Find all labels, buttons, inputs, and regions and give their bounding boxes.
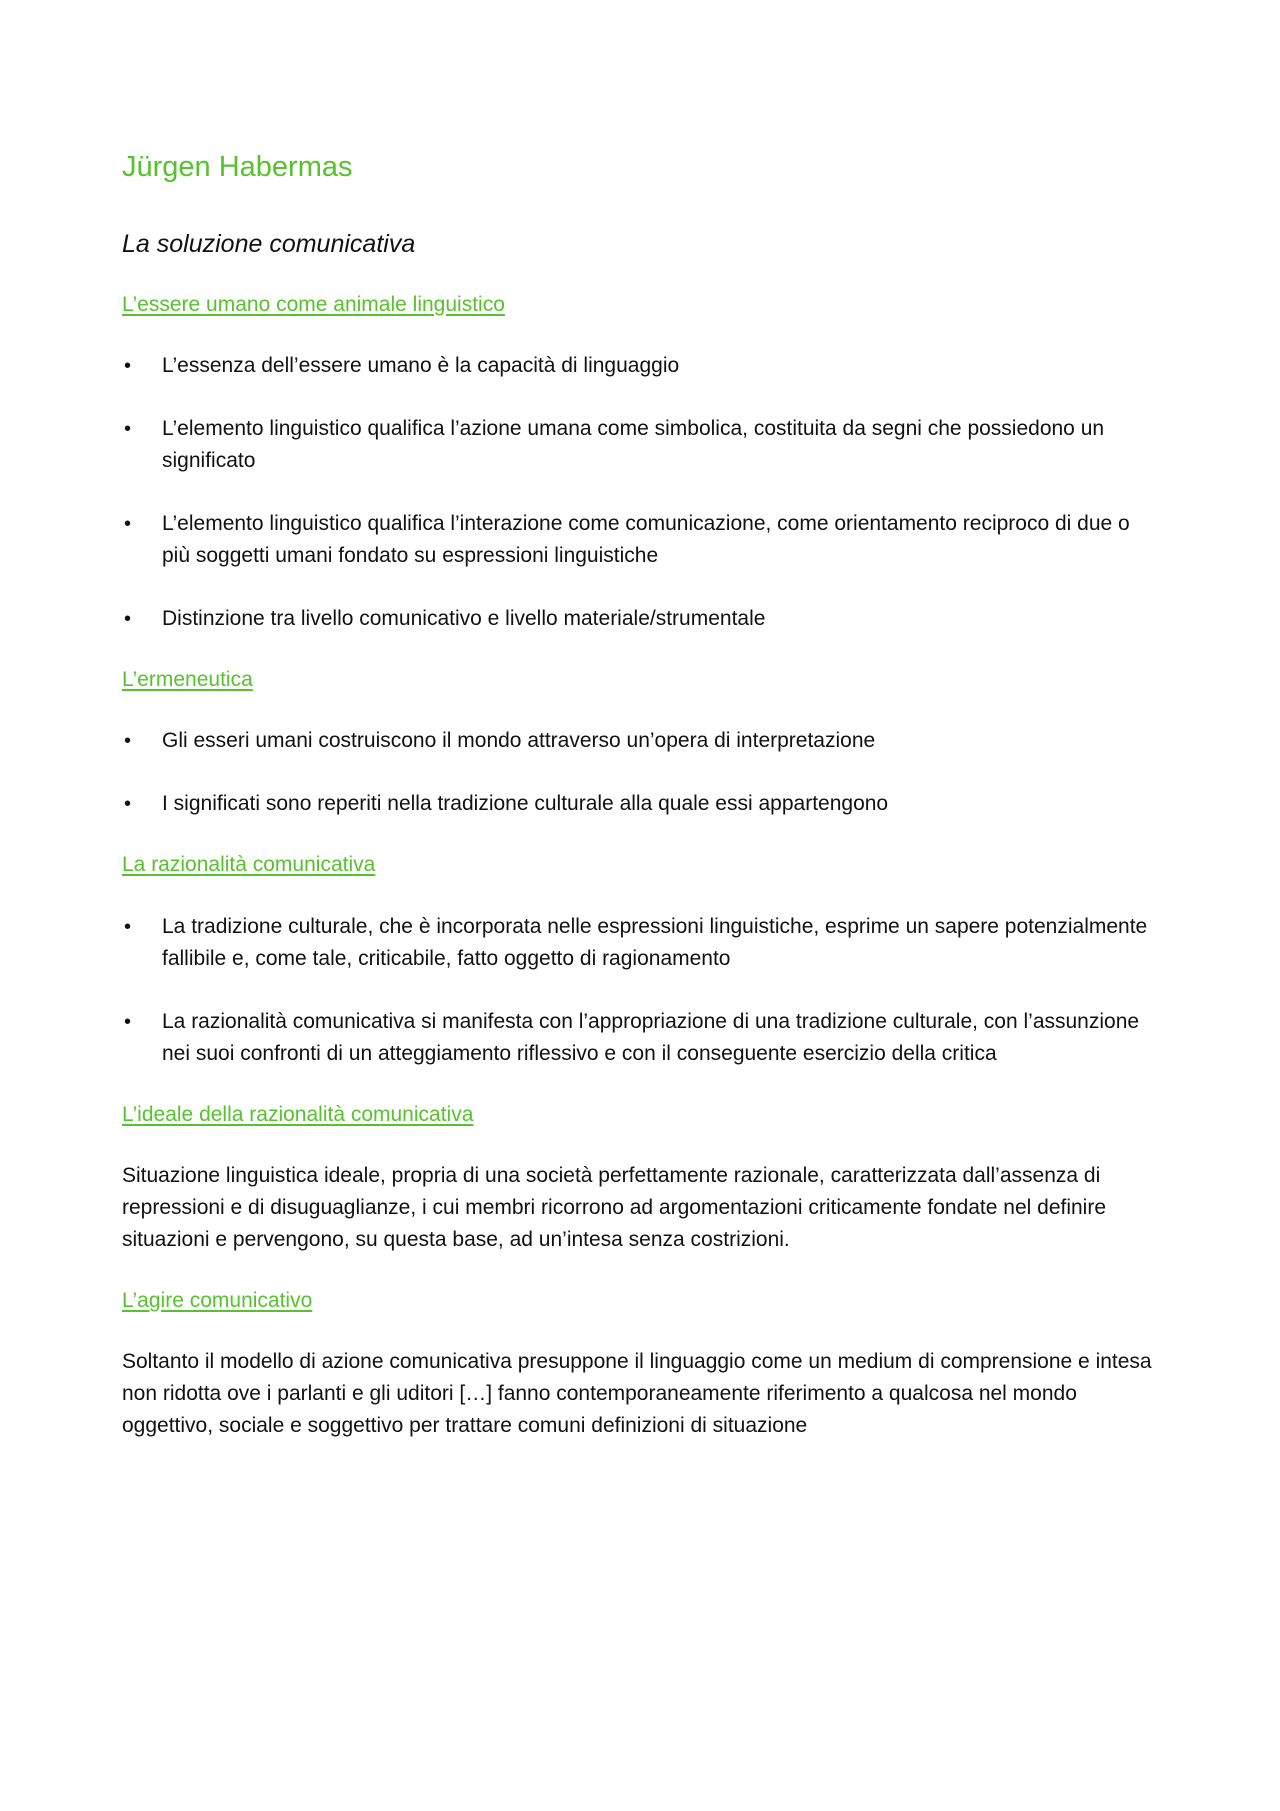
- section-agire-comunicativo: [122, 1287, 1162, 1442]
- section-essere-umano: [122, 291, 1162, 635]
- section-heading: L’agire comunicativo: [122, 1288, 313, 1312]
- bullet-list: [122, 350, 1162, 635]
- paragraph: Soltanto il modello di azione comunicativa presuppone il linguaggio come un medium di comprensione e intesa non ridotta ove i parlanti e gli uditori […] fanno contemporaneamente riferimento a qualcosa nel mondo oggettivo, sociale e soggettivo per trattare comuni definizioni di situazione: [122, 1350, 1152, 1438]
- list-item-text: Distinzione tra livello comunicativo e livello materiale/strumentale: [162, 607, 766, 631]
- list-item-text: Gli esseri umani costruiscono il mondo attraverso un’opera di interpretazione: [162, 729, 876, 753]
- bullet-list: [122, 911, 1162, 1070]
- bullet-icon: •: [124, 915, 132, 938]
- bullet-icon: •: [124, 608, 132, 631]
- bullet-icon: •: [124, 793, 132, 816]
- bullet-icon: •: [124, 513, 132, 536]
- list-item: [122, 911, 1162, 975]
- document-title: Jürgen Habermas: [122, 151, 353, 183]
- section-heading: L’ermeneutica: [122, 668, 253, 692]
- list-item: [122, 1006, 1162, 1070]
- section-ermeneutica: [122, 666, 1162, 820]
- list-item: [122, 413, 1162, 477]
- section-heading: L’essere umano come animale linguistico: [122, 292, 505, 316]
- bullet-icon: •: [124, 355, 132, 378]
- section-heading: La razionalità comunicativa: [122, 853, 376, 877]
- list-item: [122, 788, 1162, 820]
- bullet-list: [122, 725, 1162, 820]
- section-ideale-razionalita: [122, 1101, 1162, 1256]
- list-item-text: L’elemento linguistico qualifica l’interazione come comunicazione, come orientamento reciproco di due o più soggetti umani fondato su espressioni linguistiche: [162, 512, 1130, 568]
- list-item-text: La razionalità comunicativa si manifesta con l’appropriazione di una tradizione culturale, con l’assunzione nei suoi confronti di un atteggiamento riflessivo e con il conseguente esercizio della critica: [162, 1009, 1140, 1065]
- list-item: [122, 350, 1162, 382]
- list-item: [122, 508, 1162, 572]
- paragraph: Situazione linguistica ideale, propria di una società perfettamente razionale, caratterizzata dall’assenza di repressioni e di disuguaglianze, i cui membri ricorrono ad argomentazioni criticamente fondate nel definire situazioni e pervengono, su questa base, ad un’intesa senza costrizioni.: [122, 1163, 1107, 1251]
- document-page: [122, 150, 1162, 1473]
- list-item-text: L’essenza dell’essere umano è la capacità di linguaggio: [162, 354, 680, 378]
- list-item: [122, 603, 1162, 635]
- bullet-icon: •: [124, 1010, 132, 1033]
- document-subtitle: La soluzione comunicativa: [122, 229, 416, 258]
- bullet-icon: •: [124, 730, 132, 753]
- list-item: [122, 725, 1162, 757]
- section-heading: L’ideale della razionalità comunicativa: [122, 1102, 474, 1126]
- list-item-text: L’elemento linguistico qualifica l’azione umana come simbolica, costituita da segni che possiedono un significato: [162, 417, 1105, 473]
- list-item-text: I significati sono reperiti nella tradizione culturale alla quale essi appartengono: [162, 792, 889, 816]
- bullet-icon: •: [124, 418, 132, 441]
- section-razionalita-comunicativa: [122, 851, 1162, 1069]
- list-item-text: La tradizione culturale, che è incorporata nelle espressioni linguistiche, esprime un sapere potenzialmente fallibile e, come tale, criticabile, fatto oggetto di ragionamento: [162, 914, 1148, 970]
